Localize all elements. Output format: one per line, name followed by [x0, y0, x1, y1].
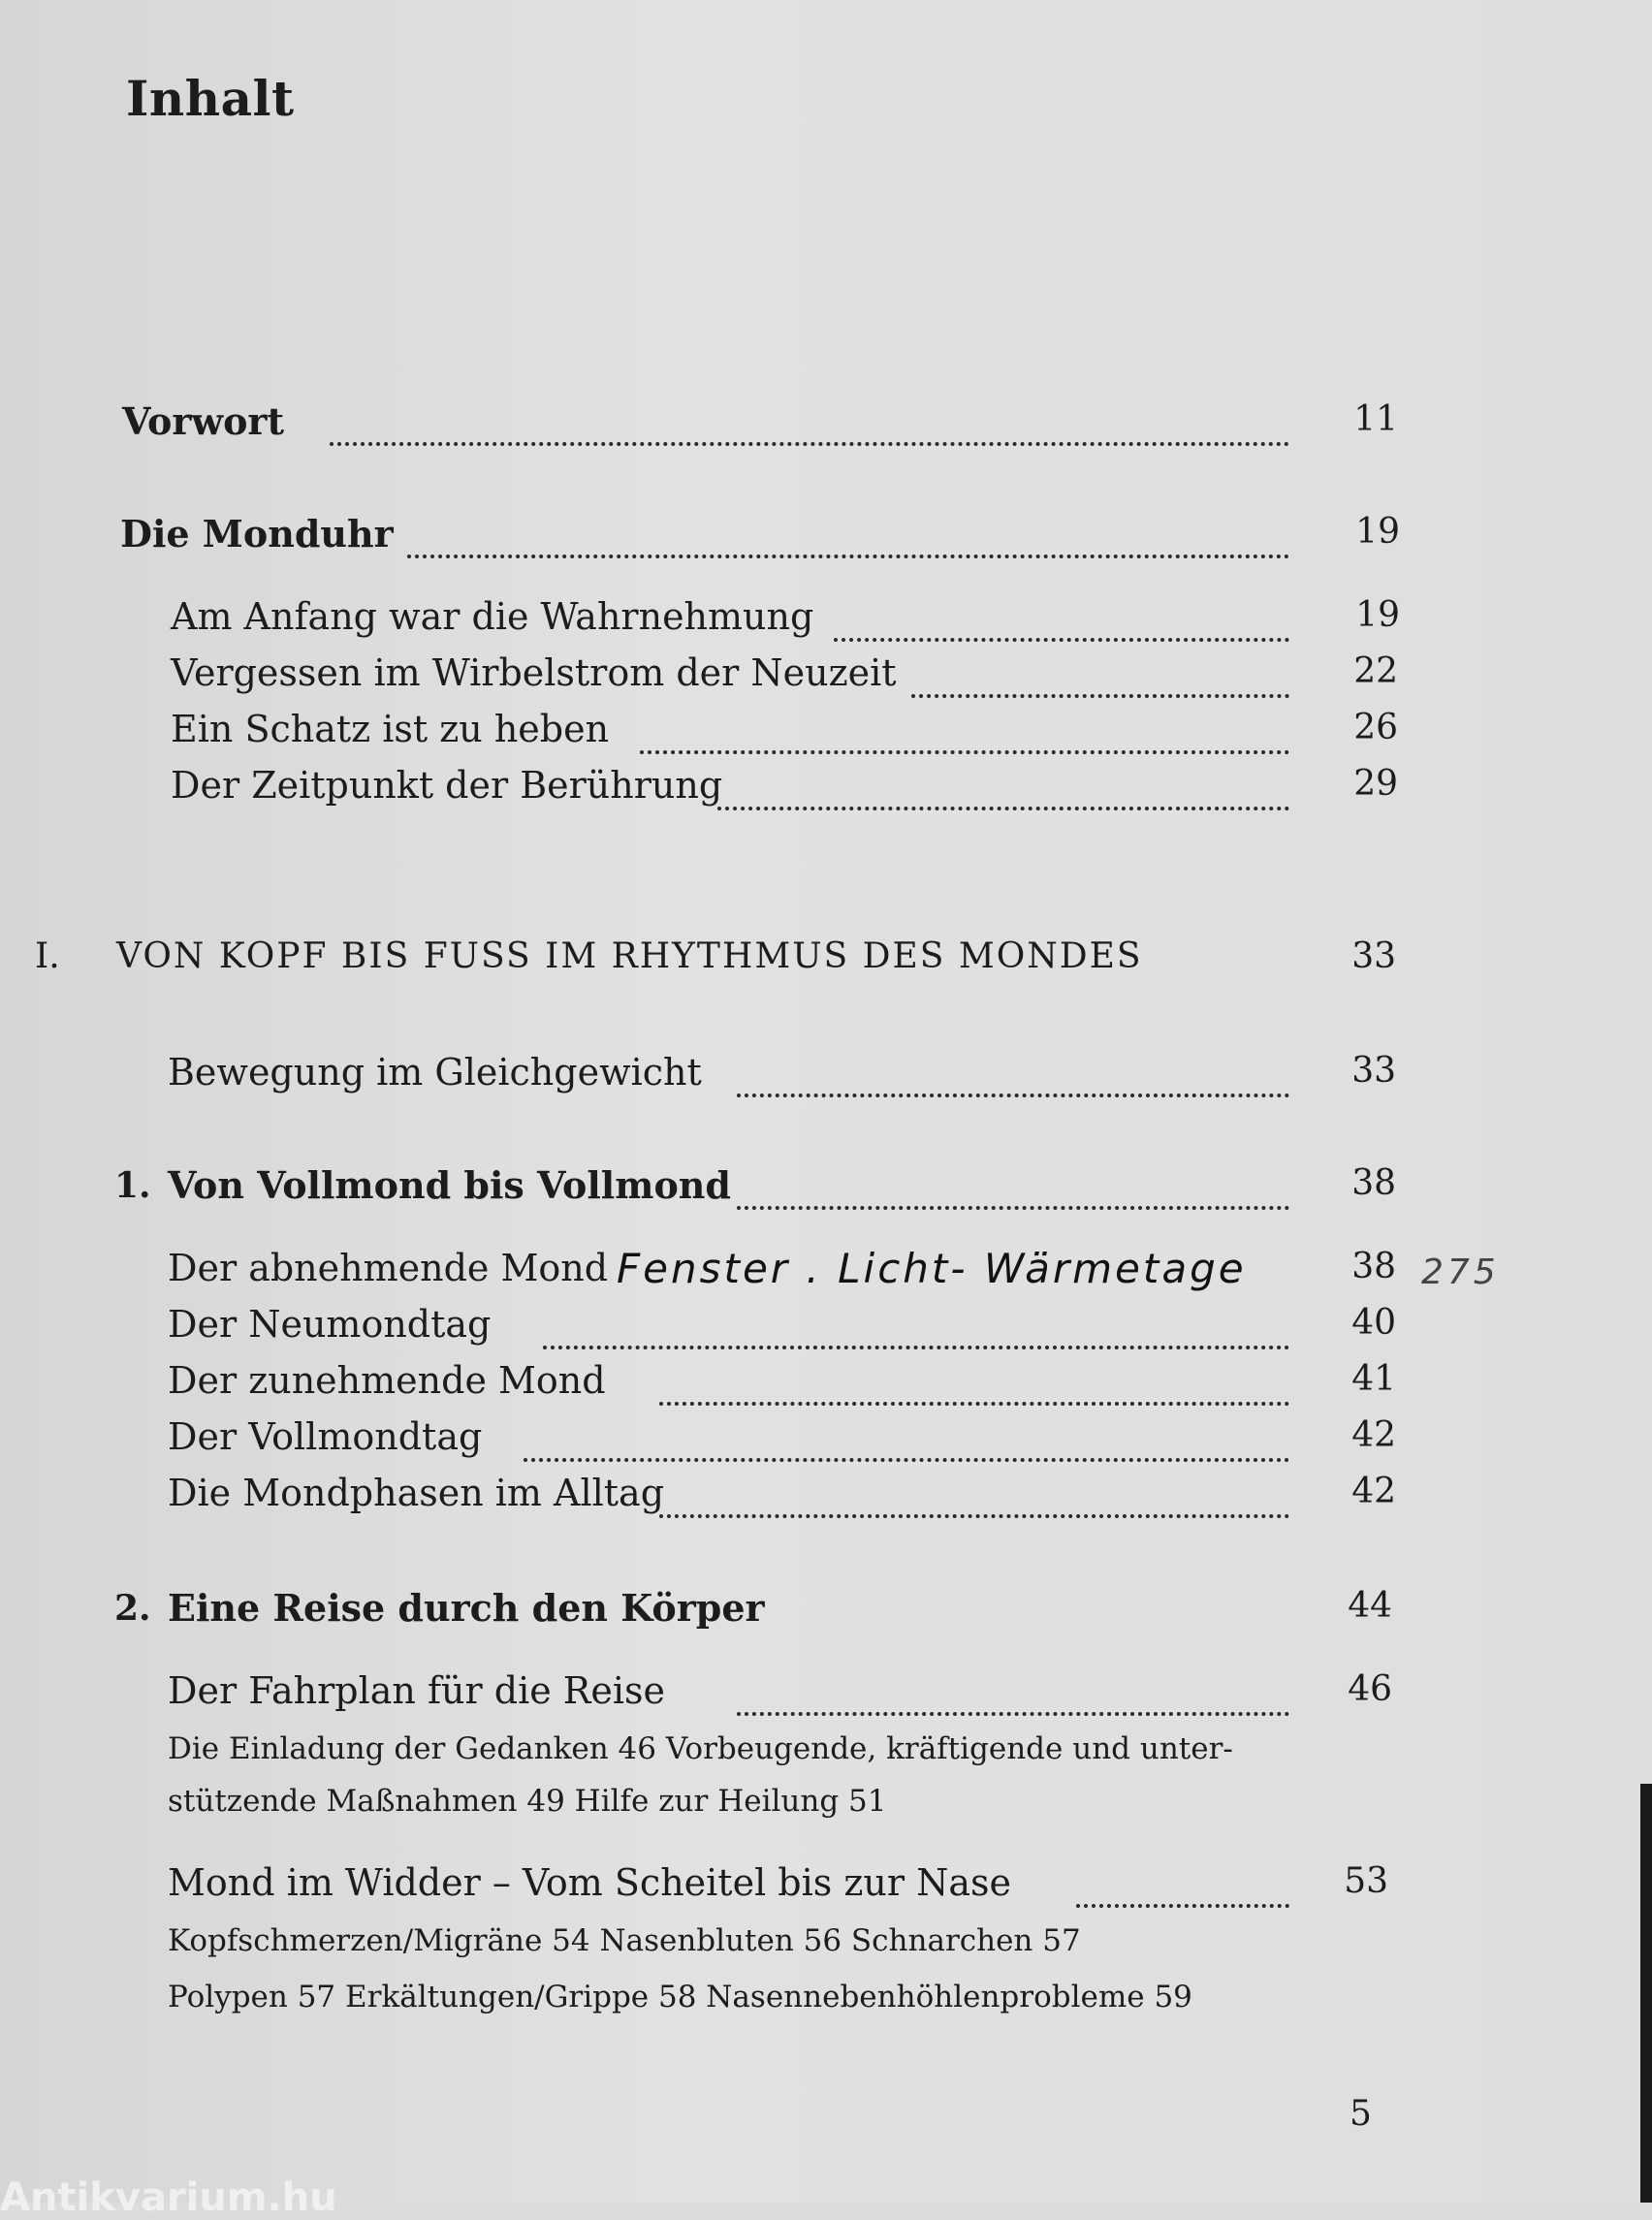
toc-chapter-2 [0, 1586, 1652, 1644]
entry-title: Mond im Widder – Vom Scheitel bis zur Nase [168, 1861, 1011, 1904]
entry-page: 38 [1351, 1163, 1396, 1203]
entry-page: 40 [1351, 1303, 1396, 1343]
toc-entry [0, 1051, 1652, 1109]
chapter-number: 2. [114, 1588, 151, 1629]
leader-dots [1076, 1875, 1289, 1908]
leader-dots [330, 413, 1289, 446]
entry-page: 29 [1353, 764, 1398, 804]
toc-entry [0, 708, 1652, 766]
toc-entry [0, 1472, 1652, 1530]
entry-title: Der Vollmondtag [168, 1415, 483, 1458]
leader-dots [737, 1177, 1289, 1210]
page-number: 5 [1350, 2094, 1372, 2134]
entry-title: Die Monduhr [120, 512, 394, 555]
entry-page: 22 [1353, 651, 1398, 691]
leader-dots [407, 525, 1289, 558]
subentry-line: Polypen 57 Erkältungen/Grippe 58 Nasennebenhöhlenprobleme 59 [168, 1980, 1192, 2014]
subentry-line: stützende Maßnahmen 49 Hilfe zur Heilung 51 [168, 1784, 887, 1819]
leader-dots [524, 1429, 1289, 1462]
entry-page: 33 [1351, 1051, 1396, 1091]
entry-page: 44 [1348, 1586, 1392, 1626]
subentry-line: Die Einladung der Gedanken 46 Vorbeugende, kräftigende und unter- [168, 1731, 1233, 1766]
entry-page: 53 [1344, 1861, 1388, 1901]
toc-part-i [0, 936, 1652, 995]
entry-title: Eine Reise durch den Körper [168, 1586, 765, 1630]
entry-page: 19 [1355, 595, 1400, 635]
entry-title: Vergessen im Wirbelstrom der Neuzeit [171, 651, 897, 694]
handwritten-note: Fenster . Licht- Wärmetage [617, 1245, 1247, 1292]
chapter-number: 1. [114, 1165, 151, 1206]
entry-title: Von Vollmond bis Vollmond [168, 1163, 731, 1207]
entry-title: Vorwort [122, 399, 284, 443]
part-number: I. [35, 936, 60, 976]
leader-dots [543, 1316, 1289, 1349]
entry-title: Der Zeitpunkt der Berührung [171, 764, 723, 807]
toc-entry [0, 595, 1652, 653]
subentry-line: Kopfschmerzen/Migräne 54 Nasenbluten 56 Schnarchen 57 [168, 1923, 1081, 1958]
watermark: Antikvarium.hu [0, 2175, 337, 2220]
toc-entry [0, 651, 1652, 710]
page-edge [1640, 1784, 1652, 2203]
entry-title: Bewegung im Gleichgewicht [168, 1051, 702, 1094]
leader-dots [834, 609, 1289, 642]
toc-entry [0, 1669, 1652, 1728]
entry-title: Der Fahrplan für die Reise [168, 1669, 666, 1712]
leader-dots [659, 1485, 1289, 1518]
entry-page: 42 [1351, 1415, 1396, 1455]
entry-title: VON KOPF BIS FUSS IM RHYTHMUS DES MONDES [116, 936, 1143, 976]
entry-title: Der zunehmende Mond [168, 1359, 606, 1402]
entry-page: 42 [1351, 1472, 1396, 1511]
leader-dots [659, 1373, 1289, 1406]
page-heading: Inhalt [126, 70, 295, 127]
leader-dots [911, 665, 1289, 698]
entry-page: 41 [1351, 1359, 1396, 1399]
toc-entry [0, 1861, 1652, 1919]
entry-page: 26 [1353, 708, 1398, 747]
entry-title: Die Mondphasen im Alltag [168, 1472, 665, 1514]
toc-chapter-1 [0, 1163, 1652, 1221]
toc-entry [0, 764, 1652, 822]
toc-entry [0, 1359, 1652, 1417]
entry-page: 33 [1351, 936, 1396, 976]
entry-title: Ein Schatz ist zu heben [171, 708, 610, 750]
leader-dots [737, 1064, 1289, 1097]
toc-entry [0, 1303, 1652, 1361]
leader-dots [717, 777, 1289, 810]
entry-page: 19 [1355, 512, 1400, 552]
entry-page: 46 [1348, 1669, 1392, 1709]
entry-page: 38 [1351, 1247, 1396, 1286]
entry-page: 11 [1353, 399, 1398, 439]
leader-dots [737, 1683, 1289, 1716]
toc-entry-die-monduhr [0, 512, 1652, 570]
leader-dots [640, 721, 1289, 754]
entry-title: Am Anfang war die Wahrnehmung [171, 595, 814, 638]
handwritten-number: 275 [1421, 1253, 1500, 1292]
toc-entry [0, 1415, 1652, 1474]
entry-title: Der abnehmende Mond [168, 1247, 609, 1289]
toc-entry-vorwort [0, 399, 1652, 458]
entry-title: Der Neumondtag [168, 1303, 492, 1346]
